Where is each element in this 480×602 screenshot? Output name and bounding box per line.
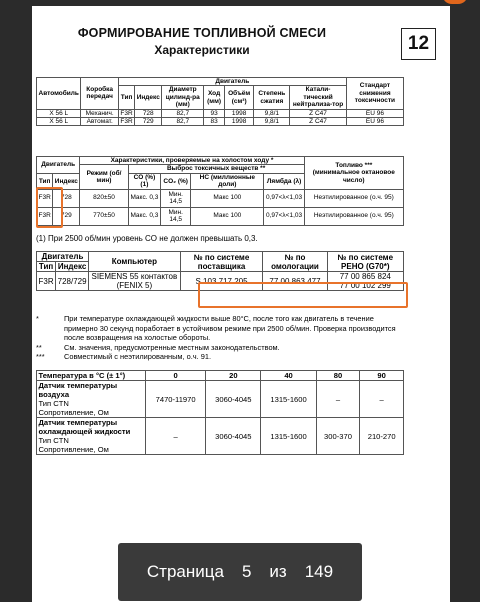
th-car: Автомобиль bbox=[37, 78, 81, 110]
th-emissions: Выброс токсичных веществ ** bbox=[128, 165, 304, 173]
cell: Неэтилированное (о.ч. 95) bbox=[304, 207, 403, 225]
th-index: Индекс bbox=[56, 262, 89, 272]
cell: Мин. 14,5 bbox=[161, 207, 191, 225]
th-col: 20 bbox=[206, 371, 261, 381]
cell: F3R bbox=[37, 207, 53, 225]
cell: 728 bbox=[135, 109, 162, 117]
cell: 0,97<λ<1,03 bbox=[264, 207, 304, 225]
highlight-part-numbers bbox=[198, 282, 408, 308]
table-row bbox=[37, 381, 404, 418]
th-type: Тип bbox=[37, 262, 56, 272]
cell: SIEMENS 55 контактов (FENIX 5) bbox=[89, 272, 181, 291]
cell: 210-270 bbox=[360, 418, 404, 455]
note-1: (1) При 2500 об/мин уровень CO не должен превышать 0,3. bbox=[36, 234, 258, 243]
sensor-type: Тип CTN bbox=[38, 399, 69, 408]
cell: 9,8/1 bbox=[254, 118, 290, 126]
cell: Макс 100 bbox=[191, 189, 264, 207]
cell: Автомат. bbox=[81, 118, 118, 126]
table-row bbox=[37, 118, 404, 126]
cell: Неэтилированное (о.ч. 95) bbox=[304, 189, 403, 207]
cell: S 103 717 205 bbox=[180, 272, 263, 291]
th-index: Индекс bbox=[53, 173, 80, 189]
cell: 300-370 bbox=[316, 418, 360, 455]
th-index: Индекс bbox=[135, 86, 162, 109]
cell: 728 bbox=[53, 189, 80, 207]
th-engine: Двигатель bbox=[118, 78, 346, 86]
fuel-sublabel: (минимальное октановое число) bbox=[312, 169, 395, 184]
sensor-label bbox=[37, 418, 146, 455]
table-row bbox=[37, 189, 404, 207]
cell: Мин. 14,5 bbox=[161, 189, 191, 207]
cell: F3R bbox=[120, 118, 133, 126]
th-diam: Диаметр цилинд-ра (мм) bbox=[162, 86, 204, 109]
note-text: При температуре охлаждающей жидкости выше 80°С, после того как двигатель в течение примерно 30 секунд поработает в устойчивом режиме при 2500 об/мин. Проверка производится после возвращения на холостые обороты. bbox=[64, 314, 396, 343]
cell: 0,97<λ<1,03 bbox=[264, 189, 304, 207]
cell: 82,7 bbox=[162, 109, 204, 117]
table-row bbox=[37, 207, 404, 225]
reno-number-1: 77 00 865 824 bbox=[339, 272, 391, 281]
th-hc: HC (миллионные доли) bbox=[191, 173, 264, 189]
cell: 729 bbox=[135, 118, 162, 126]
note-item bbox=[36, 343, 404, 353]
cell: 1998 bbox=[224, 109, 253, 117]
th-reno: № по системе РЕНО (G70*) bbox=[327, 252, 403, 272]
th-col: 40 bbox=[261, 371, 316, 381]
cell: Макс 100 bbox=[191, 207, 264, 225]
th-type: Тип bbox=[37, 173, 53, 189]
th-type: Тип bbox=[118, 86, 134, 109]
th-volume: Объём (см³) bbox=[224, 86, 253, 109]
note-item bbox=[36, 352, 404, 362]
idle-check-table bbox=[36, 156, 404, 226]
cell: 3060-4045 bbox=[206, 381, 261, 418]
cell: 728/729 bbox=[56, 272, 89, 291]
note-text: Совместимый с неэтилированным, о.ч. 91. bbox=[64, 352, 212, 362]
th-co2: CO₂ (%) bbox=[161, 173, 191, 189]
sensor-type: Тип CTN bbox=[38, 436, 69, 445]
note-mark: * bbox=[36, 314, 39, 323]
th-catalyst: Катали-тический нейтрализа-тор bbox=[290, 86, 347, 109]
cell: 83 bbox=[204, 118, 225, 126]
th-homolog: № по омологации bbox=[263, 252, 327, 272]
cell: 770±50 bbox=[80, 207, 128, 225]
cell: 77 00 863 477 bbox=[263, 272, 327, 291]
cell: Макс. 0,3 bbox=[128, 207, 161, 225]
cell: F3R bbox=[37, 189, 53, 207]
cell: Макс. 0,3 bbox=[128, 189, 161, 207]
cell: Механич. bbox=[81, 109, 118, 117]
th-col: 90 bbox=[360, 371, 404, 381]
cell: X 56 L bbox=[37, 118, 81, 126]
cell: 1998 bbox=[224, 118, 253, 126]
cell: Z C47 bbox=[290, 109, 347, 117]
cell: – bbox=[360, 381, 404, 418]
total-pages: 149 bbox=[304, 562, 334, 581]
th-col: 0 bbox=[146, 371, 206, 381]
cell: 9,8/1 bbox=[254, 109, 290, 117]
sensor-title: Датчик температуры воздуха bbox=[38, 381, 118, 399]
page-number-box: 12 bbox=[401, 28, 436, 60]
table-row bbox=[37, 418, 404, 455]
cell: – bbox=[316, 381, 360, 418]
th-supplier: № по системе поставщика bbox=[180, 252, 263, 272]
fuel-label: Топливо *** bbox=[335, 161, 373, 169]
th-co: CO (%) (1) bbox=[128, 173, 161, 189]
reno-number-2: 77 00 102 299 bbox=[339, 281, 391, 290]
note-item bbox=[36, 314, 404, 343]
sensor-table bbox=[36, 370, 404, 455]
sensor-label bbox=[37, 381, 146, 418]
th-idle: Характеристики, проверяемые на холостом ходу * bbox=[80, 157, 304, 165]
cell: EU 96 bbox=[346, 109, 403, 117]
cell: 729 bbox=[53, 207, 80, 225]
cell: EU 96 bbox=[346, 118, 403, 126]
note-mark: ** bbox=[36, 342, 42, 352]
doc-subtitle: Характеристики bbox=[154, 43, 250, 57]
th-gearbox: Коробка передач bbox=[81, 78, 118, 110]
th-computer: Компьютер bbox=[89, 252, 181, 272]
th-mode: Режим (об/мин) bbox=[80, 165, 128, 189]
cell: F3R bbox=[37, 272, 56, 291]
th-temp: Температура в °С (± 1°) bbox=[37, 371, 146, 381]
doc-title: ФОРМИРОВАНИЕ ТОПЛИВНОЙ СМЕСИ bbox=[77, 26, 327, 40]
page-indicator bbox=[118, 543, 362, 601]
cell: Z C47 bbox=[290, 118, 347, 126]
corner-badge bbox=[442, 0, 468, 4]
cell: 820±50 bbox=[80, 189, 128, 207]
page-of: из bbox=[269, 562, 287, 581]
notes bbox=[36, 314, 404, 362]
page-label: Страница bbox=[146, 562, 224, 581]
cell: – bbox=[146, 418, 206, 455]
th-col: 80 bbox=[316, 371, 360, 381]
th-fuel bbox=[304, 157, 403, 190]
vehicle-table bbox=[36, 77, 404, 126]
cell: X 56 L bbox=[37, 109, 81, 117]
sensor-unit: Сопротивление, Ом bbox=[38, 445, 109, 454]
table-row bbox=[37, 109, 404, 117]
cell: 1315-1600 bbox=[261, 418, 316, 455]
cell: 93 bbox=[204, 109, 225, 117]
cell: 3060-4045 bbox=[206, 418, 261, 455]
cell: 1315-1600 bbox=[261, 381, 316, 418]
th-engine: Двигатель bbox=[37, 157, 80, 174]
current-page: 5 bbox=[241, 562, 252, 581]
th-engine: Двигатель bbox=[37, 252, 89, 262]
cell: 82,7 bbox=[162, 118, 204, 126]
note-text: См. значения, предусмотренные местным законодательством. bbox=[64, 342, 280, 352]
cell: 7470-11970 bbox=[146, 381, 206, 418]
th-lambda: Лямбда (λ) bbox=[264, 173, 304, 189]
th-standard: Стандарт снижения токсичности bbox=[346, 78, 403, 110]
note-mark: *** bbox=[36, 352, 45, 362]
sensor-unit: Сопротивление, Ом bbox=[38, 408, 109, 417]
highlight-engine-type bbox=[36, 187, 63, 228]
cell: F3R bbox=[120, 109, 133, 117]
th-stroke: Ход (мм) bbox=[204, 86, 225, 109]
sensor-title: Датчик температуры охлаждающей жидкости bbox=[38, 418, 131, 436]
th-ratio: Степень сжатия bbox=[254, 86, 290, 109]
